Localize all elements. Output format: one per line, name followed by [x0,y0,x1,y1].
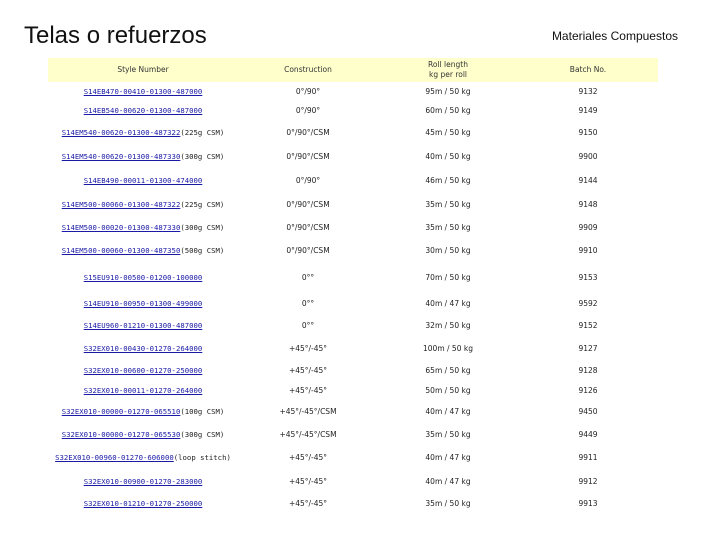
construction-cell: +45°/-45° [288,453,328,462]
roll-length-cell: 40m / 47 kg [425,407,471,416]
style-number-link[interactable]: S32EX010-00960-01270-606000 [55,453,174,462]
style-number-cell [48,493,238,513]
roll-length-cell: 50m / 50 kg [425,385,471,395]
style-number-cell [48,239,238,262]
style-number-link[interactable]: S32EX010-01210-01270-250000 [83,498,203,508]
batch-cell: 9149 [578,106,598,115]
construction-cell: 0°/90°/CSM [286,199,330,209]
header-construction: Construction [238,58,378,82]
style-note: (300g CSM) [180,430,225,439]
style-note: (225g CSM) [180,127,225,137]
style-number-link[interactable]: S32EX010-00600-01270-250000 [83,365,203,375]
batch-cell: 9132 [578,87,598,96]
construction-cell: +45°/-45°/CSM [279,430,337,439]
roll-length-cell: 45m / 50 kg [425,127,471,137]
style-number-link[interactable]: S14EU960-01210-01300-487000 [83,320,203,330]
header-roll-length [378,58,518,82]
table-header-row [48,58,658,82]
style-number-link[interactable]: S14EM500-00060-01300-487350 [61,246,181,255]
style-number-link[interactable]: S15EU910-00500-01200-100000 [83,273,203,282]
batch-cell: 9127 [578,344,598,353]
construction-cell: 0°/90°/CSM [286,223,330,232]
batch-cell: 9450 [578,407,598,416]
batch-cell: 9909 [578,223,598,232]
header-style-number: Style Number [48,58,238,82]
style-number-cell [48,144,238,168]
style-number-link[interactable]: S14EU910-00950-01300-499000 [83,298,203,308]
page-title: Telas o refuerzos [24,22,207,49]
style-number-link[interactable]: S14EM540-00620-01300-487330 [61,151,181,161]
table-row [48,262,658,293]
style-number-cell [48,380,238,400]
header-roll-line2: kg per roll [428,70,467,79]
roll-length-cell: 100m / 50 kg [423,344,473,353]
batch-cell: 9150 [578,127,598,137]
style-number-link[interactable]: S14EM540-00620-01300-487322 [61,127,181,137]
style-number-cell [48,313,238,337]
table-row [48,144,658,168]
roll-length-cell: 40m / 47 kg [425,453,471,462]
style-note: (300g CSM) [180,151,225,161]
style-number-cell [48,423,238,446]
style-note: (500g CSM) [180,246,225,255]
header-roll-line1: Roll length [428,60,468,69]
style-number-link[interactable]: S14EB470-00410-01300-487000 [83,87,203,96]
roll-length-cell: 95m / 50 kg [425,87,471,96]
roll-length-cell: 40m / 50 kg [425,151,471,161]
batch-cell: 9900 [578,151,598,161]
table-row [48,101,658,120]
roll-length-cell: 35m / 50 kg [425,223,471,232]
table-row [48,469,658,493]
batch-cell: 9912 [578,476,598,486]
style-note: (225g CSM) [180,199,225,209]
style-number-cell [48,400,238,423]
header-batch: Batch No. [518,58,658,82]
style-number-cell [48,469,238,493]
style-number-link[interactable]: S14EM500-00020-01300-487330 [61,223,181,232]
style-number-cell [48,337,238,360]
construction-cell: 0°/90°/CSM [286,127,330,137]
style-number-link[interactable]: S32EX010-00000-01270-065510 [61,407,181,416]
table-row [48,239,658,262]
style-number-link[interactable]: S14EB490-00011-01300-474000 [83,175,203,185]
roll-length-cell: 46m / 50 kg [425,175,471,185]
roll-length-cell: 35m / 50 kg [425,498,471,508]
table-row [48,313,658,337]
construction-cell: 0°/90° [295,106,321,115]
roll-length-cell: 40m / 47 kg [425,298,471,308]
table-row [48,423,658,446]
table-row [48,216,658,239]
page-subtitle: Materiales Compuestos [551,29,678,43]
construction-cell: +45°/-45° [288,365,328,375]
roll-length-cell: 35m / 50 kg [425,199,471,209]
batch-cell: 9153 [578,273,598,282]
construction-cell: +45°/-45° [288,385,328,395]
batch-cell: 9128 [578,365,598,375]
style-number-link[interactable]: S32EX010-00011-01270-264000 [83,385,203,395]
construction-cell: 0°/90°/CSM [286,151,330,161]
style-number-cell [48,82,238,101]
batch-cell: 9911 [578,453,598,462]
reinforcement-table [48,58,658,513]
table-row [48,400,658,423]
construction-cell: +45°/-45° [288,498,328,508]
batch-cell: 9449 [578,430,598,439]
roll-length-cell: 70m / 50 kg [425,273,471,282]
construction-cell: 0°° [301,273,315,282]
roll-length-cell: 40m / 47 kg [425,476,471,486]
style-number-cell [48,293,238,313]
batch-cell: 9913 [578,498,598,508]
construction-cell: 0°/90° [295,87,321,96]
table-row [48,293,658,313]
style-number-cell [48,446,238,469]
table-row [48,192,658,216]
table-row [48,360,658,380]
table-row [48,82,658,101]
roll-length-cell: 30m / 50 kg [425,246,471,255]
construction-cell: +45°/-45°/CSM [279,407,337,416]
construction-cell: 0°/90° [295,175,321,185]
construction-cell: 0°° [301,298,315,308]
style-number-link[interactable]: S14EM500-00060-01300-487322 [61,199,181,209]
style-number-cell [48,360,238,380]
roll-length-cell: 60m / 50 kg [425,106,471,115]
style-number-link[interactable]: S32EX010-00000-01270-065530 [61,430,181,439]
roll-length-cell: 65m / 50 kg [425,365,471,375]
style-number-cell [48,192,238,216]
construction-cell: 0°/90°/CSM [286,246,330,255]
construction-cell: +45°/-45° [288,476,328,486]
batch-cell: 9592 [578,298,598,308]
roll-length-cell: 32m / 50 kg [425,320,471,330]
roll-length-cell: 35m / 50 kg [425,430,471,439]
batch-cell: 9126 [578,385,598,395]
style-note: (100g CSM) [180,407,225,416]
style-number-cell [48,168,238,192]
style-number-cell [48,216,238,239]
batch-cell: 9144 [578,175,598,185]
style-number-link[interactable]: S32EX010-00430-01270-264000 [83,344,203,353]
table-row [48,168,658,192]
style-number-cell [48,101,238,120]
style-number-link[interactable]: S14EB540-00620-01300-487000 [83,106,203,115]
style-note: (300g CSM) [180,223,225,232]
batch-cell: 9152 [578,320,598,330]
table-row [48,493,658,513]
table-row [48,120,658,144]
style-note: (loop stitch) [173,453,231,462]
table-row [48,446,658,469]
construction-cell: 0°° [301,320,315,330]
style-number-cell [48,262,238,293]
batch-cell: 9910 [578,246,598,255]
construction-cell: +45°/-45° [288,344,328,353]
table-row [48,380,658,400]
style-number-cell [48,120,238,144]
batch-cell: 9148 [578,199,598,209]
table-body [48,82,658,513]
table-row [48,337,658,360]
style-number-link[interactable]: S32EX010-00900-01270-283000 [83,476,203,486]
